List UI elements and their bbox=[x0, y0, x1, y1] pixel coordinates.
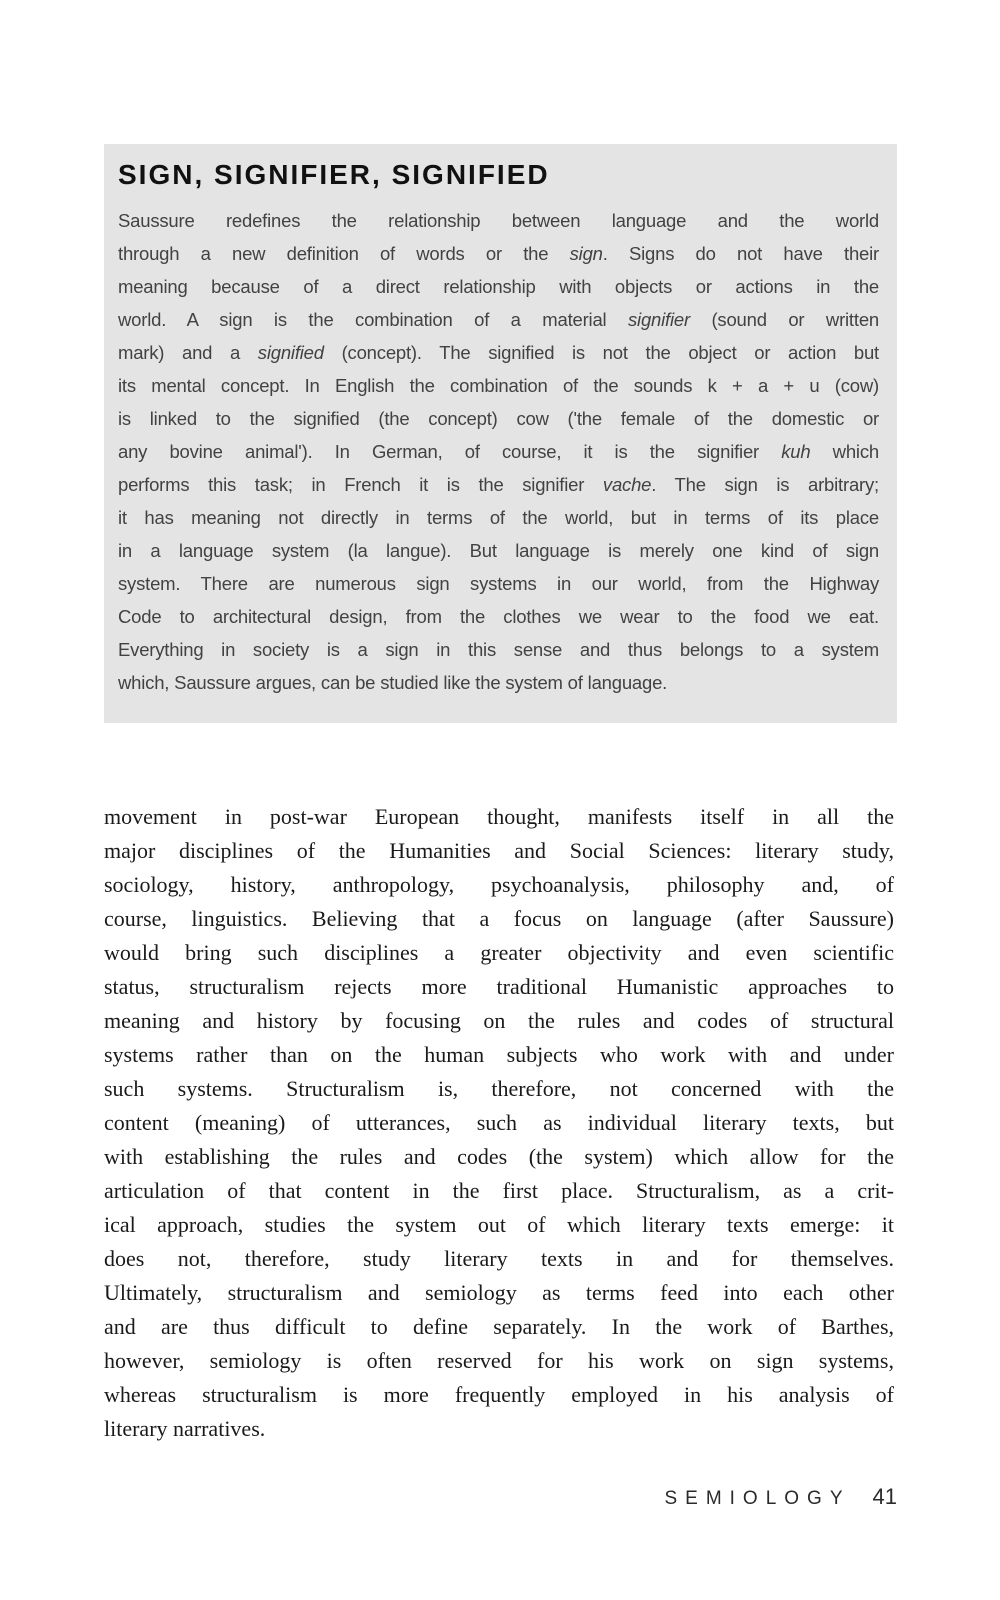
box-text-line: mark) and a signified (concept). The signified is not the object or action but bbox=[118, 342, 879, 363]
box-text-line: system. There are numerous sign systems in our world, from the Highway bbox=[118, 573, 879, 594]
page-number: 41 bbox=[872, 1484, 897, 1509]
body-text-line: and are thus difficult to define separately. In the work of Barthes, bbox=[104, 1314, 894, 1339]
box-text-line: it has meaning not directly in terms of the world, but in terms of its place bbox=[118, 507, 879, 528]
body-paragraph bbox=[104, 800, 894, 1446]
body-text-line: content (meaning) of utterances, such as individual literary texts, but bbox=[104, 1110, 894, 1135]
box-text-line: Everything in society is a sign in this sense and thus belongs to a system bbox=[118, 639, 879, 660]
box-text-line: is linked to the signified (the concept) cow ('the female of the domestic or bbox=[118, 408, 879, 429]
body-text-line: status, structuralism rejects more traditional Humanistic approaches to bbox=[104, 974, 894, 999]
body-text-line: systems rather than on the human subjects who work with and under bbox=[104, 1042, 894, 1067]
box-text-line: any bovine animal'). In German, of course, it is the signifier kuh which bbox=[118, 441, 879, 462]
box-text-line: which, Saussure argues, can be studied like the system of language. bbox=[118, 672, 668, 693]
box-text-line: meaning because of a direct relationship with objects or actions in the bbox=[118, 276, 879, 297]
body-text-line: movement in post-war European thought, manifests itself in all the bbox=[104, 804, 894, 829]
box-text-line: through a new definition of words or the sign. Signs do not have their bbox=[118, 243, 879, 264]
body-text-line: sociology, history, anthropology, psychoanalysis, philosophy and, of bbox=[104, 872, 894, 897]
box-text-line: in a language system (la langue). But language is merely one kind of sign bbox=[118, 540, 879, 561]
body-text-line: ical approach, studies the system out of which literary texts emerge: it bbox=[104, 1212, 894, 1237]
body-text-line: would bring such disciplines a greater objectivity and even scientific bbox=[104, 940, 894, 965]
body-text-line: however, semiology is often reserved for his work on sign systems, bbox=[104, 1348, 894, 1373]
body-text-line: literary narratives. bbox=[104, 1416, 266, 1441]
box-text-line: its mental concept. In English the combination of the sounds k + a + u (cow) bbox=[118, 375, 879, 396]
box-text-line: world. A sign is the combination of a material signifier (sound or written bbox=[118, 309, 879, 330]
body-text-line: does not, therefore, study literary texts in and for themselves. bbox=[104, 1246, 894, 1271]
body-text-line: Ultimately, structuralism and semiology as terms feed into each other bbox=[104, 1280, 894, 1305]
body-text-line: whereas structuralism is more frequently employed in his analysis of bbox=[104, 1382, 894, 1407]
box-text-line: Code to architectural design, from the clothes we wear to the food we eat. bbox=[118, 606, 879, 627]
running-head: SEMIOLOGY bbox=[664, 1488, 851, 1509]
body-text-line: major disciplines of the Humanities and Social Sciences: literary study, bbox=[104, 838, 894, 863]
body-text-line: meaning and history by focusing on the rules and codes of structural bbox=[104, 1008, 894, 1033]
body-text-line: such systems. Structuralism is, therefore, not concerned with the bbox=[104, 1076, 894, 1101]
feature-box bbox=[104, 144, 897, 723]
body-text-line: with establishing the rules and codes (the system) which allow for the bbox=[104, 1144, 894, 1169]
box-text-line: performs this task; in French it is the signifier vache. The sign is arbitrary; bbox=[118, 474, 879, 495]
body-text-line: course, linguistics. Believing that a focus on language (after Saussure) bbox=[104, 906, 894, 931]
feature-box-title: SIGN, SIGNIFIER, SIGNIFIED bbox=[118, 159, 550, 190]
body-text-line: articulation of that content in the first place. Structuralism, as a crit- bbox=[104, 1178, 894, 1203]
box-text-line: Saussure redefines the relationship between language and the world bbox=[118, 210, 879, 231]
page-footer bbox=[664, 1484, 897, 1510]
